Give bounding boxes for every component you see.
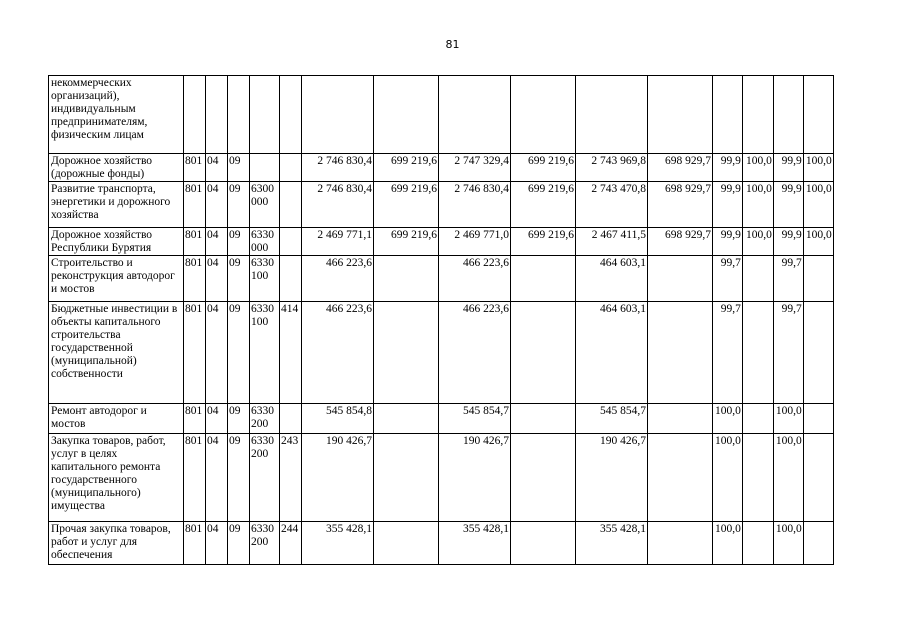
executed-total-cell: 2 743 969,8 — [576, 154, 648, 182]
section-code-cell: 801 — [184, 154, 206, 182]
section-code-cell: 801 — [184, 434, 206, 522]
executed-federal-cell — [648, 522, 713, 565]
refined-federal-cell — [511, 434, 576, 522]
plan-federal-cell — [374, 404, 439, 434]
plan-total-cell: 190 426,7 — [302, 434, 374, 522]
budget-table — [48, 75, 834, 565]
percent-refined-federal-cell — [803, 404, 833, 434]
subsection-code-cell: 04 — [206, 182, 228, 228]
plan-federal-cell — [374, 256, 439, 302]
target-article-code-cell: 6330 200 — [250, 434, 280, 522]
refined-federal-cell — [511, 256, 576, 302]
table-row — [49, 522, 834, 565]
subsection-code-cell: 04 — [206, 404, 228, 434]
subsection-code-cell — [206, 76, 228, 154]
subsection2-code-cell: 09 — [228, 522, 250, 565]
executed-federal-cell — [648, 302, 713, 404]
executed-total-cell: 2 467 411,5 — [576, 228, 648, 256]
subsection2-code-cell: 09 — [228, 256, 250, 302]
percent-plan-federal-cell — [742, 522, 773, 565]
table-row — [49, 228, 834, 256]
plan-federal-cell — [374, 434, 439, 522]
executed-federal-cell: 698 929,7 — [648, 154, 713, 182]
plan-federal-cell — [374, 522, 439, 565]
expense-type-code-cell: 244 — [280, 522, 302, 565]
plan-total-cell — [302, 76, 374, 154]
section-code-cell: 801 — [184, 228, 206, 256]
percent-refined-total-cell: 99,7 — [773, 256, 803, 302]
table-row — [49, 182, 834, 228]
subsection-code-cell: 04 — [206, 228, 228, 256]
row-name-cell: Бюджетные инвестиции в объекты капитального строительства государственной (муниципальной) собственности — [49, 302, 184, 404]
plan-federal-cell — [374, 302, 439, 404]
refined-total-cell: 545 854,7 — [439, 404, 511, 434]
subsection-code-cell: 04 — [206, 434, 228, 522]
refined-total-cell — [439, 76, 511, 154]
refined-total-cell: 355 428,1 — [439, 522, 511, 565]
percent-plan-federal-cell: 100,0 — [742, 182, 773, 228]
subsection2-code-cell: 09 — [228, 404, 250, 434]
refined-federal-cell — [511, 302, 576, 404]
executed-federal-cell — [648, 404, 713, 434]
subsection2-code-cell: 09 — [228, 302, 250, 404]
refined-total-cell: 2 746 830,4 — [439, 182, 511, 228]
plan-total-cell: 545 854,8 — [302, 404, 374, 434]
executed-total-cell: 2 743 470,8 — [576, 182, 648, 228]
table-row — [49, 404, 834, 434]
target-article-code-cell: 6330 100 — [250, 302, 280, 404]
plan-total-cell: 2 469 771,1 — [302, 228, 374, 256]
expense-type-code-cell — [280, 228, 302, 256]
plan-total-cell: 2 746 830,4 — [302, 154, 374, 182]
percent-plan-total-cell: 100,0 — [713, 522, 743, 565]
subsection2-code-cell: 09 — [228, 154, 250, 182]
target-article-code-cell: 6330 200 — [250, 522, 280, 565]
subsection2-code-cell — [228, 76, 250, 154]
table-row — [49, 76, 834, 154]
target-article-code-cell: 6300 000 — [250, 182, 280, 228]
executed-federal-cell — [648, 76, 713, 154]
percent-refined-federal-cell — [803, 302, 833, 404]
row-name-cell: Дорожное хозяйство Республики Бурятия — [49, 228, 184, 256]
plan-federal-cell: 699 219,6 — [374, 182, 439, 228]
expense-type-code-cell: 414 — [280, 302, 302, 404]
percent-refined-federal-cell: 100,0 — [803, 182, 833, 228]
executed-total-cell: 355 428,1 — [576, 522, 648, 565]
executed-federal-cell: 698 929,7 — [648, 228, 713, 256]
refined-total-cell: 2 747 329,4 — [439, 154, 511, 182]
plan-total-cell: 466 223,6 — [302, 302, 374, 404]
percent-refined-total-cell: 100,0 — [773, 404, 803, 434]
row-name-cell: Строительство и реконструкция автодорог и мостов — [49, 256, 184, 302]
expense-type-code-cell — [280, 256, 302, 302]
plan-federal-cell: 699 219,6 — [374, 228, 439, 256]
table-row — [49, 434, 834, 522]
subsection2-code-cell: 09 — [228, 228, 250, 256]
percent-plan-total-cell — [713, 76, 743, 154]
section-code-cell: 801 — [184, 404, 206, 434]
refined-federal-cell — [511, 404, 576, 434]
refined-total-cell: 2 469 771,0 — [439, 228, 511, 256]
plan-federal-cell: 699 219,6 — [374, 154, 439, 182]
target-article-code-cell: 6330 200 — [250, 404, 280, 434]
section-code-cell: 801 — [184, 256, 206, 302]
plan-federal-cell — [374, 76, 439, 154]
row-name-cell: некоммерческих организаций), индивидуальным предпринимателям, физическим лицам — [49, 76, 184, 154]
table-row — [49, 154, 834, 182]
percent-plan-total-cell: 99,9 — [713, 228, 743, 256]
subsection-code-cell: 04 — [206, 256, 228, 302]
executed-total-cell: 545 854,7 — [576, 404, 648, 434]
executed-total-cell — [576, 76, 648, 154]
executed-total-cell: 464 603,1 — [576, 256, 648, 302]
percent-plan-federal-cell — [742, 76, 773, 154]
percent-plan-total-cell: 100,0 — [713, 434, 743, 522]
percent-refined-federal-cell — [803, 256, 833, 302]
executed-total-cell: 464 603,1 — [576, 302, 648, 404]
refined-federal-cell: 699 219,6 — [511, 154, 576, 182]
target-article-code-cell: 6330 100 — [250, 256, 280, 302]
subsection-code-cell: 04 — [206, 302, 228, 404]
percent-plan-federal-cell — [742, 434, 773, 522]
expense-type-code-cell — [280, 154, 302, 182]
percent-refined-total-cell: 99,9 — [773, 228, 803, 256]
executed-federal-cell — [648, 434, 713, 522]
row-name-cell: Прочая закупка товаров, работ и услуг для обеспечения — [49, 522, 184, 565]
table-row — [49, 302, 834, 404]
percent-refined-federal-cell — [803, 76, 833, 154]
row-name-cell: Закупка товаров, работ, услуг в целях капитального ремонта государственного (муниципального) имущества — [49, 434, 184, 522]
row-name-cell: Ремонт автодорог и мостов — [49, 404, 184, 434]
refined-federal-cell — [511, 76, 576, 154]
percent-refined-total-cell: 100,0 — [773, 434, 803, 522]
executed-federal-cell: 698 929,7 — [648, 182, 713, 228]
percent-refined-federal-cell — [803, 434, 833, 522]
percent-refined-total-cell: 99,9 — [773, 182, 803, 228]
percent-refined-total-cell: 100,0 — [773, 522, 803, 565]
refined-total-cell: 466 223,6 — [439, 302, 511, 404]
percent-plan-total-cell: 99,7 — [713, 302, 743, 404]
refined-total-cell: 466 223,6 — [439, 256, 511, 302]
refined-total-cell: 190 426,7 — [439, 434, 511, 522]
expense-type-code-cell: 243 — [280, 434, 302, 522]
percent-refined-federal-cell — [803, 522, 833, 565]
subsection2-code-cell: 09 — [228, 434, 250, 522]
percent-plan-total-cell: 99,7 — [713, 256, 743, 302]
percent-plan-federal-cell: 100,0 — [742, 228, 773, 256]
section-code-cell: 801 — [184, 522, 206, 565]
plan-total-cell: 466 223,6 — [302, 256, 374, 302]
subsection-code-cell: 04 — [206, 154, 228, 182]
refined-federal-cell — [511, 522, 576, 565]
row-name-cell: Дорожное хозяйство (дорожные фонды) — [49, 154, 184, 182]
percent-plan-federal-cell: 100,0 — [742, 154, 773, 182]
percent-refined-federal-cell: 100,0 — [803, 228, 833, 256]
section-code-cell — [184, 76, 206, 154]
target-article-code-cell — [250, 76, 280, 154]
table-row — [49, 256, 834, 302]
expense-type-code-cell — [280, 76, 302, 154]
page-number: 81 — [445, 38, 460, 51]
percent-plan-total-cell: 99,9 — [713, 182, 743, 228]
subsection2-code-cell: 09 — [228, 182, 250, 228]
plan-total-cell: 2 746 830,4 — [302, 182, 374, 228]
executed-total-cell: 190 426,7 — [576, 434, 648, 522]
target-article-code-cell — [250, 154, 280, 182]
refined-federal-cell: 699 219,6 — [511, 228, 576, 256]
percent-plan-total-cell: 99,9 — [713, 154, 743, 182]
percent-plan-federal-cell — [742, 302, 773, 404]
row-name-cell: Развитие транспорта, энергетики и дорожного хозяйства — [49, 182, 184, 228]
expense-type-code-cell — [280, 182, 302, 228]
percent-plan-total-cell: 100,0 — [713, 404, 743, 434]
plan-total-cell: 355 428,1 — [302, 522, 374, 565]
expense-type-code-cell — [280, 404, 302, 434]
executed-federal-cell — [648, 256, 713, 302]
percent-plan-federal-cell — [742, 256, 773, 302]
section-code-cell: 801 — [184, 182, 206, 228]
target-article-code-cell: 6330 000 — [250, 228, 280, 256]
percent-refined-total-cell: 99,7 — [773, 302, 803, 404]
percent-plan-federal-cell — [742, 404, 773, 434]
subsection-code-cell: 04 — [206, 522, 228, 565]
section-code-cell: 801 — [184, 302, 206, 404]
percent-refined-federal-cell: 100,0 — [803, 154, 833, 182]
refined-federal-cell: 699 219,6 — [511, 182, 576, 228]
percent-refined-total-cell — [773, 76, 803, 154]
percent-refined-total-cell: 99,9 — [773, 154, 803, 182]
